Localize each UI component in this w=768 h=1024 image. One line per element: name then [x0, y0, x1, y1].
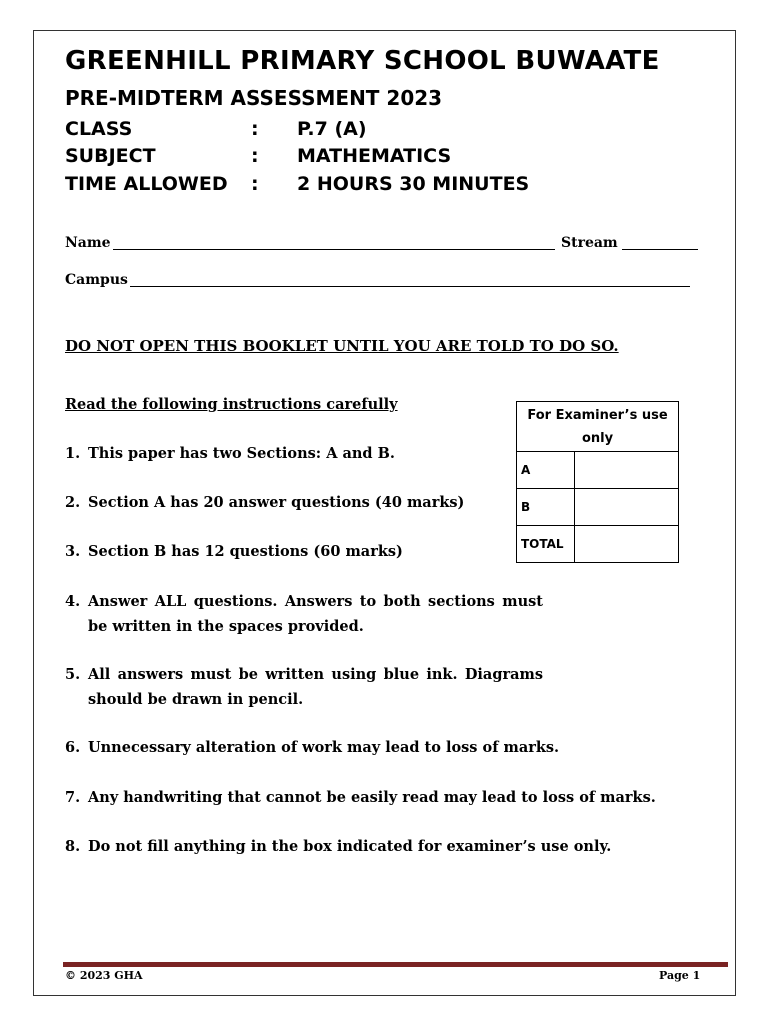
item-number: 5.	[65, 666, 81, 683]
item-text: Section B has 12 questions (60 marks)	[88, 543, 403, 560]
campus-field[interactable]	[130, 286, 690, 287]
item-text: All answers must be written using blue ink. Diagrams should be drawn in pencil.	[88, 666, 543, 708]
name-label: Name	[65, 235, 111, 251]
item-number: 2.	[65, 494, 81, 511]
school-name: GREENHILL PRIMARY SCHOOL BUWAATE	[65, 46, 660, 76]
name-field[interactable]	[113, 249, 555, 250]
time-allowed-label: TIME ALLOWED	[65, 173, 228, 195]
examiner-box-title: For Examiner’s use only	[517, 402, 679, 452]
section-b-label: B	[517, 489, 575, 526]
section-b-score[interactable]	[575, 489, 679, 526]
item-number: 8.	[65, 838, 81, 855]
campus-label: Campus	[65, 272, 128, 288]
stream-label: Stream	[561, 235, 618, 251]
item-text: This paper has two Sections: A and B.	[88, 445, 395, 462]
footer-divider-thin	[63, 966, 728, 967]
class-colon: :	[251, 118, 259, 140]
time-allowed-colon: :	[251, 173, 259, 195]
item-number: 7.	[65, 789, 81, 806]
item-number: 3.	[65, 543, 81, 560]
page-number: Page 1	[659, 969, 701, 982]
exam-title: PRE-MIDTERM ASSESSMENT 2023	[65, 86, 443, 110]
instructions-heading: Read the following instructions carefully	[65, 396, 398, 413]
item-number: 6.	[65, 739, 81, 756]
class-label: CLASS	[65, 118, 133, 140]
stream-field[interactable]	[622, 249, 698, 250]
copyright: © 2023 GHA	[65, 969, 143, 982]
item-number: 1.	[65, 445, 81, 462]
item-number: 4.	[65, 593, 81, 610]
examiner-box	[516, 401, 679, 563]
subject-label: SUBJECT	[65, 145, 156, 167]
item-text: Answer ALL questions. Answers to both sections must be written in the spaces provided.	[88, 593, 543, 635]
warning-notice: DO NOT OPEN THIS BOOKLET UNTIL YOU ARE TOLD TO DO SO.	[65, 337, 619, 355]
total-score[interactable]	[575, 526, 679, 563]
time-allowed-value: 2 HOURS 30 MINUTES	[297, 173, 530, 195]
class-value: P.7 (A)	[297, 118, 367, 140]
section-a-label: A	[517, 452, 575, 489]
total-label: TOTAL	[517, 526, 575, 563]
subject-colon: :	[251, 145, 259, 167]
subject-value: MATHEMATICS	[297, 145, 452, 167]
item-text: Do not fill anything in the box indicated for examiner’s use only.	[88, 838, 612, 855]
item-text: Section A has 20 answer questions (40 marks)	[88, 494, 465, 511]
item-text: Any handwriting that cannot be easily read may lead to loss of marks.	[88, 789, 656, 806]
section-a-score[interactable]	[575, 452, 679, 489]
item-text: Unnecessary alteration of work may lead to loss of marks.	[88, 739, 560, 756]
